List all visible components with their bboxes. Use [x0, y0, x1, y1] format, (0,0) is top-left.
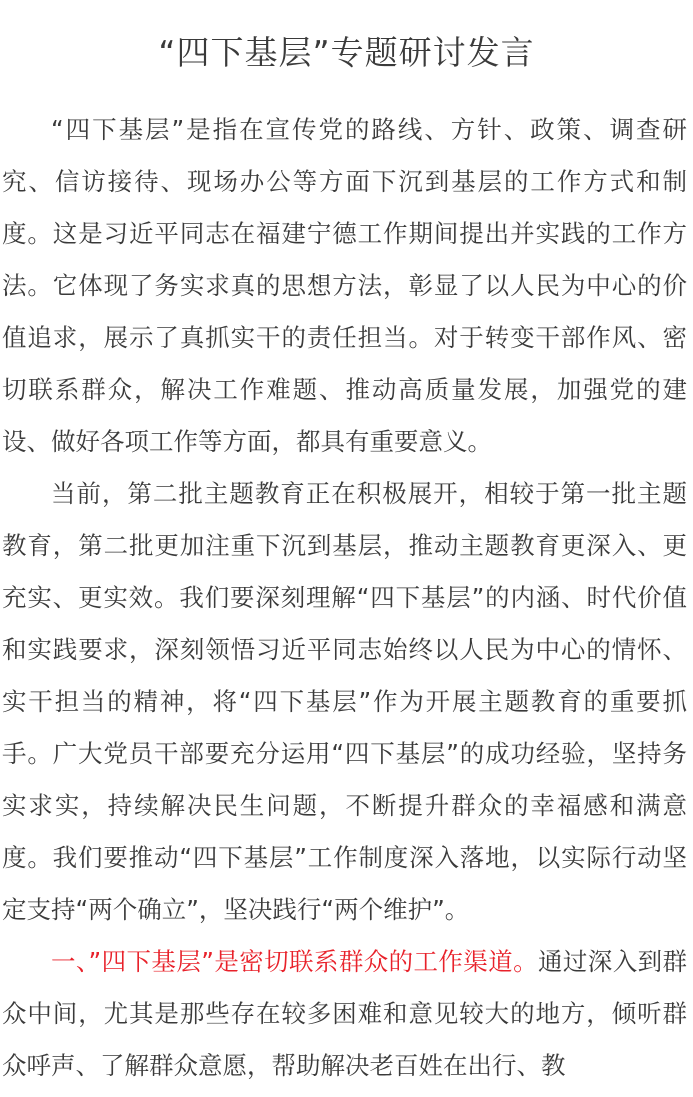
paragraph-2 — [2, 468, 687, 936]
paragraph-2-text: 当前，第二批主题教育正在积极展开，相较于第一批主题教育，第二批更加注重下沉到基层，推动主题教育更深入、更充实、更实效。我们要深刻理解“四下基层”的内涵、时代价值和实践要求，深刻领悟习近平同志始终以人民为中心的情怀、实干担当的精神，将“四下基层”作为开展主题教育的重要抓手。广大党员干部要充分运用“四下基层”的成功经验，坚持务实求实，持续解决民生问题，不断提升群众的幸福感和满意度。我们要推动“四下基层”工作制度深入落地，以实际行动坚定支持“两个确立”，坚决践行“两个维护”。 — [2, 479, 687, 924]
section-heading: 一、”四下基层”是密切联系群众的工作渠道。 — [51, 947, 539, 976]
page-title: “四下基层”专题研讨发言 — [158, 33, 535, 72]
paragraph-1 — [2, 104, 687, 468]
paragraph-3 — [2, 936, 687, 1092]
document-body — [2, 104, 687, 1092]
paragraph-1-text: “四下基层”是指在宣传党的路线、方针、政策、调查研究、信访接待、现场办公等方面下沉到基层的工作方式和制度。这是习近平同志在福建宁德工作期间提出并实践的工作方法。它体现了务实求真的思想方法，彰显了以人民为中心的价值追求，展示了真抓实干的责任担当。对于转变干部作风、密切联系群众，解决工作难题、推动高质量发展，加强党的建设、做好各项工作等方面，都具有重要意义。 — [2, 115, 687, 456]
paragraph-3-text: 通过深入到群众中间，尤其是那些存在较多困难和意见较大的地方，倾听群众呼声、了解群众意愿，帮助解决老百姓在出行、教 — [2, 947, 688, 1080]
